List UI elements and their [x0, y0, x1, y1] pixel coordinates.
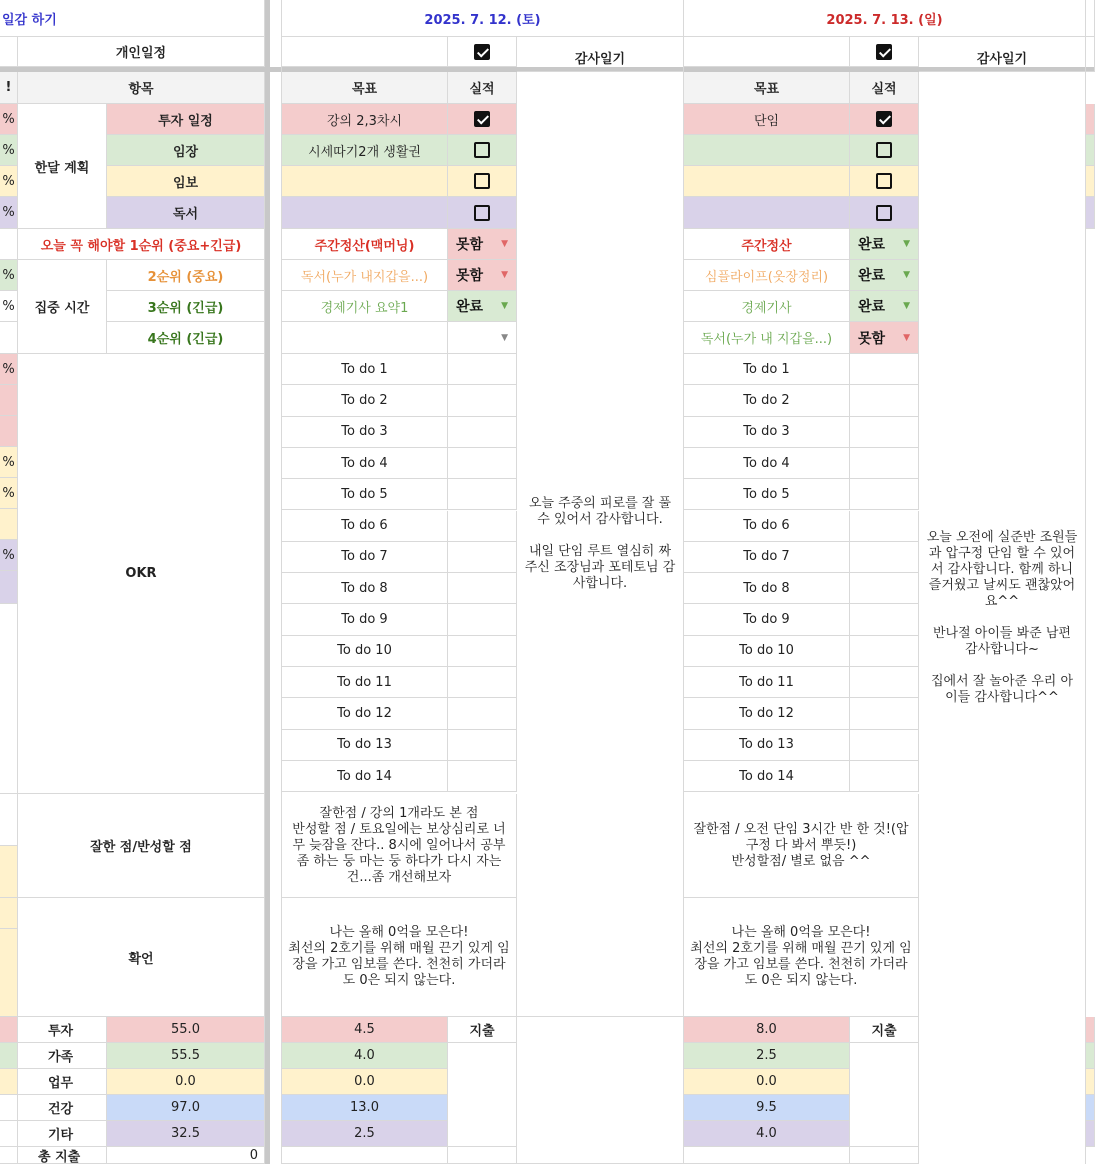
cell[interactable]: [1086, 1121, 1095, 1147]
todo-item[interactable]: To do 10: [282, 636, 448, 667]
cell[interactable]: [1086, 37, 1095, 72]
todo-item[interactable]: To do 2: [282, 385, 448, 416]
todo-item[interactable]: To do 7: [282, 542, 448, 573]
todo-item[interactable]: To do 12: [282, 698, 448, 729]
cell[interactable]: [0, 322, 18, 354]
cell[interactable]: [1086, 104, 1095, 135]
cell[interactable]: [0, 229, 18, 260]
edge-mark: %: [0, 291, 18, 322]
todo-result-cell[interactable]: [850, 354, 919, 385]
cell[interactable]: [0, 1121, 18, 1147]
status-dropdown[interactable]: [850, 260, 919, 291]
edge-mark: %: [0, 197, 18, 229]
expense-value[interactable]: 4.0: [684, 1121, 850, 1147]
cell[interactable]: [0, 37, 18, 67]
todo-result-cell[interactable]: [850, 636, 919, 667]
gratitude-header[interactable]: 감사일기: [919, 37, 1086, 72]
todo-result-cell[interactable]: [850, 542, 919, 573]
status-dropdown[interactable]: [448, 291, 517, 322]
edge-mark: %: [0, 478, 18, 509]
expense-value-work[interactable]: 0.0: [107, 1069, 265, 1095]
checkbox-unchecked-icon[interactable]: [474, 173, 490, 189]
expense-value-family[interactable]: 55.5: [107, 1043, 265, 1069]
gratitude-header[interactable]: 감사일기: [517, 37, 684, 72]
priority-task[interactable]: 경제기사: [684, 291, 850, 322]
todo-item[interactable]: To do 5: [684, 479, 850, 510]
expense-label-etc[interactable]: 기타: [18, 1121, 107, 1147]
todo-result-cell[interactable]: [448, 667, 517, 698]
good-bad-cell[interactable]: [684, 794, 919, 898]
expense-value-etc[interactable]: 32.5: [107, 1121, 265, 1147]
dropdown-arrow-icon[interactable]: ▼: [501, 301, 508, 311]
todo-result-cell[interactable]: [448, 417, 517, 448]
expense-label-work[interactable]: 업무: [18, 1069, 107, 1095]
priority-task[interactable]: 주간정산: [684, 229, 850, 260]
edge-mark: !: [0, 72, 18, 104]
goal-checkbox[interactable]: [448, 135, 517, 166]
todo-item[interactable]: To do 8: [684, 573, 850, 604]
expense-value[interactable]: 4.5: [282, 1017, 448, 1043]
cell[interactable]: [448, 1147, 517, 1164]
header-checkbox[interactable]: [448, 37, 517, 67]
todo-result-cell[interactable]: [448, 573, 517, 604]
cell[interactable]: [1086, 197, 1095, 229]
todo-result-cell[interactable]: [850, 761, 919, 792]
cell[interactable]: [0, 385, 18, 416]
expense-label-investment[interactable]: 투자: [18, 1017, 107, 1043]
todo-result-cell[interactable]: [850, 604, 919, 635]
todo-result-cell[interactable]: [850, 448, 919, 479]
cell[interactable]: [0, 898, 18, 929]
status-dropdown[interactable]: [850, 229, 919, 260]
cell[interactable]: [684, 1147, 850, 1164]
result-header[interactable]: 실적: [850, 72, 919, 104]
sheet-title-fragment: 일감 하기: [0, 0, 265, 37]
affirmation-text: 나는 올해 0억을 모은다! 최선의 2호기를 위해 매월 끈기 있게 임장을 가고 임보를 쓴다. 천천히 가더라도 0은 되지 않는다.: [288, 925, 510, 988]
cell[interactable]: [684, 37, 850, 67]
item-header[interactable]: 항목: [18, 72, 265, 104]
gratitude-journal[interactable]: [919, 72, 1086, 1164]
priority3-label[interactable]: 3순위 (긴급): [107, 291, 265, 322]
todo-result-cell[interactable]: [448, 730, 517, 761]
todo-item[interactable]: To do 12: [684, 698, 850, 729]
priority-task[interactable]: 주간정산(맥머닝): [282, 229, 448, 260]
cell[interactable]: [0, 604, 18, 794]
todo-result-cell[interactable]: [850, 698, 919, 729]
status-value: 못함: [456, 237, 484, 253]
cell[interactable]: [1086, 1069, 1095, 1095]
cell[interactable]: [0, 929, 18, 1017]
todo-item[interactable]: To do 11: [282, 667, 448, 698]
todo-item[interactable]: To do 13: [684, 730, 850, 761]
focus-time-label[interactable]: 집중 시간: [18, 260, 107, 354]
todo-result-cell[interactable]: [850, 730, 919, 761]
status-value: 완료: [858, 268, 886, 284]
goal-checkbox[interactable]: [850, 135, 919, 166]
total-expense-value[interactable]: 0: [107, 1147, 265, 1164]
todo-result-cell[interactable]: [850, 479, 919, 510]
todo-result-cell[interactable]: [448, 761, 517, 792]
todo-item[interactable]: To do 6: [684, 511, 850, 542]
priority2-label[interactable]: 2순위 (중요): [107, 260, 265, 291]
cell[interactable]: [448, 1043, 517, 1147]
checkbox-checked-icon[interactable]: [876, 111, 892, 127]
goal-checkbox[interactable]: [850, 166, 919, 197]
checkbox-unchecked-icon[interactable]: [474, 142, 490, 158]
expense-value[interactable]: 4.0: [282, 1043, 448, 1069]
expense-value-investment[interactable]: 55.0: [107, 1017, 265, 1043]
personal-schedule-header[interactable]: 개인일정: [18, 37, 265, 67]
todo-item[interactable]: To do 1: [684, 354, 850, 385]
todo-result-cell[interactable]: [448, 542, 517, 573]
todo-item[interactable]: To do 10: [684, 636, 850, 667]
cell[interactable]: [0, 1147, 18, 1164]
expense-value[interactable]: 0.0: [282, 1069, 448, 1095]
todo-item[interactable]: To do 14: [684, 761, 850, 792]
plan-item-imjang[interactable]: 임장: [107, 135, 265, 166]
todo-item[interactable]: To do 6: [282, 511, 448, 542]
todo-item[interactable]: To do 3: [684, 417, 850, 448]
affirmation-label[interactable]: 확언: [18, 898, 265, 1017]
cell[interactable]: [282, 37, 448, 67]
priority4-label[interactable]: 4순위 (긴급): [107, 322, 265, 354]
expense-value[interactable]: 2.5: [684, 1043, 850, 1069]
checkbox-unchecked-icon[interactable]: [876, 173, 892, 189]
good-bad-text: 잘한점 / 오전 단임 3시간 반 한 것!(압구정 다 봐서 뿌듯!) 반성할점/ 별로 없음 ^^: [693, 821, 909, 869]
dropdown-arrow-icon[interactable]: ▼: [903, 239, 910, 249]
todo-result-cell[interactable]: [448, 479, 517, 510]
total-expense-label[interactable]: 총 지출: [18, 1147, 107, 1164]
expense-value[interactable]: 0.0: [684, 1069, 850, 1095]
status-dropdown[interactable]: [850, 291, 919, 322]
status-dropdown[interactable]: [448, 229, 517, 260]
todo-result-cell[interactable]: [850, 417, 919, 448]
monthly-plan-label[interactable]: 한달 계획: [18, 104, 107, 229]
status-value: 완료: [456, 299, 484, 315]
priority-task[interactable]: 독서(누가 내지갑을...): [282, 260, 448, 291]
todo-item[interactable]: To do 3: [282, 417, 448, 448]
todo-item[interactable]: To do 7: [684, 542, 850, 573]
cell[interactable]: [1086, 0, 1095, 37]
checkbox-unchecked-icon[interactable]: [474, 205, 490, 221]
status-dropdown[interactable]: [448, 322, 517, 354]
goal-cell[interactable]: 단임: [684, 104, 850, 135]
goal-header[interactable]: 목표: [684, 72, 850, 104]
spacer-column: [270, 0, 282, 1164]
okr-label[interactable]: OKR: [18, 354, 265, 794]
todo-item[interactable]: To do 14: [282, 761, 448, 792]
goal-checkbox[interactable]: [850, 197, 919, 229]
goal-cell[interactable]: 시세따기2개 생활권: [282, 135, 448, 166]
cell[interactable]: [850, 1147, 919, 1164]
todo-result-cell[interactable]: [448, 698, 517, 729]
todo-item[interactable]: To do 5: [282, 479, 448, 510]
gratitude-text: 오늘 오전에 실준반 조원들과 압구정 단임 할 수 있어서 감사합니다. 함께 하니 즐거웠고 날씨도 괜찮았어요^^ 반나절 아이들 봐준 남편 감사합니다~ 집에서 잘 놀아준 우리 아이들 감사합니다^^: [926, 530, 1078, 705]
date-header-sun[interactable]: 2025. 7. 13. (일): [684, 0, 1086, 37]
goal-checkbox[interactable]: [850, 104, 919, 135]
cell[interactable]: [1086, 166, 1095, 197]
todo-result-cell[interactable]: [448, 354, 517, 385]
checkbox-unchecked-icon[interactable]: [876, 142, 892, 158]
cell[interactable]: [0, 1069, 18, 1095]
checkbox-unchecked-icon[interactable]: [876, 205, 892, 221]
expense-value-health[interactable]: 97.0: [107, 1095, 265, 1121]
dropdown-arrow-icon[interactable]: ▼: [501, 270, 508, 280]
cell[interactable]: [1086, 1043, 1095, 1069]
dropdown-arrow-icon[interactable]: ▼: [903, 332, 910, 343]
priority-task[interactable]: 독서(누가 내 지갑을...): [684, 322, 850, 354]
expense-label-family[interactable]: 가족: [18, 1043, 107, 1069]
priority-task[interactable]: 경제기사 요약1: [282, 291, 448, 322]
gratitude-journal[interactable]: [517, 72, 684, 1017]
affirmation-text: 나는 올해 0억을 모은다! 최선의 2호기를 위해 매월 끈기 있게 임장을 가고 임보를 쓴다. 천천히 가더라도 0은 되지 않는다.: [690, 925, 912, 988]
todo-result-cell[interactable]: [448, 448, 517, 479]
cell[interactable]: [517, 1017, 684, 1164]
cell[interactable]: [1086, 1095, 1095, 1121]
todo-result-cell[interactable]: [850, 385, 919, 416]
edge-mark: %: [0, 354, 18, 385]
expense-value[interactable]: 9.5: [684, 1095, 850, 1121]
todo-item[interactable]: To do 1: [282, 354, 448, 385]
edge-mark: %: [0, 166, 18, 197]
good-bad-text: 잘한점 / 강의 1개라도 본 점 반성할 점 / 토요일에는 보상심리로 너무 늦잠을 잔다.. 8시에 일어나서 공부 좀 하는 둥 마는 둥 하다가 다시 자는건...좀 개선해보자: [292, 805, 506, 885]
todo-result-cell[interactable]: [850, 511, 919, 542]
checkbox-checked-icon[interactable]: [876, 44, 892, 60]
dropdown-arrow-icon[interactable]: ▼: [501, 239, 508, 249]
goal-checkbox[interactable]: [448, 166, 517, 197]
goal-cell[interactable]: 강의 2,3차시: [282, 104, 448, 135]
cell[interactable]: [0, 1017, 18, 1043]
expense-label[interactable]: 지출: [448, 1017, 517, 1043]
plan-item-investment[interactable]: 투자 일정: [107, 104, 265, 135]
edge-mark: %: [0, 104, 18, 135]
status-value: 못함: [456, 268, 484, 284]
expense-label-health[interactable]: 건강: [18, 1095, 107, 1121]
header-checkbox[interactable]: [850, 37, 919, 67]
todo-item[interactable]: To do 8: [282, 573, 448, 604]
cell[interactable]: [0, 794, 18, 846]
status-value: 완료: [858, 299, 886, 315]
cell[interactable]: [0, 509, 18, 540]
cell[interactable]: [0, 846, 18, 898]
edge-mark: %: [0, 447, 18, 478]
todo-result-cell[interactable]: [448, 636, 517, 667]
checkbox-checked-icon[interactable]: [474, 44, 490, 60]
todo-result-cell[interactable]: [850, 573, 919, 604]
expense-value[interactable]: 8.0: [684, 1017, 850, 1043]
priority1-label[interactable]: 오늘 꼭 해야할 1순위 (중요+긴급): [18, 229, 265, 260]
plan-item-imbo[interactable]: 임보: [107, 166, 265, 197]
plan-item-reading[interactable]: 독서: [107, 197, 265, 229]
edge-mark: %: [0, 540, 18, 571]
affirmation-cell[interactable]: [282, 898, 517, 1017]
status-dropdown[interactable]: [850, 322, 919, 354]
goal-cell[interactable]: [684, 135, 850, 166]
goal-cell[interactable]: [684, 197, 850, 229]
cell[interactable]: [0, 571, 18, 604]
goal-checkbox[interactable]: [448, 104, 517, 135]
todo-result-cell[interactable]: [448, 385, 517, 416]
cell[interactable]: [850, 1043, 919, 1147]
goal-header[interactable]: 목표: [282, 72, 448, 104]
todo-item[interactable]: To do 9: [684, 604, 850, 635]
dropdown-arrow-icon[interactable]: ▼: [903, 270, 910, 280]
goal-cell[interactable]: [684, 166, 850, 197]
cell[interactable]: [0, 416, 18, 447]
good-bad-label[interactable]: 잘한 점/반성할 점: [18, 794, 265, 898]
todo-item[interactable]: To do 13: [282, 730, 448, 761]
todo-item[interactable]: To do 2: [684, 385, 850, 416]
todo-item[interactable]: To do 4: [282, 448, 448, 479]
expense-value[interactable]: 2.5: [282, 1121, 448, 1147]
status-dropdown[interactable]: [448, 260, 517, 291]
todo-item[interactable]: To do 4: [684, 448, 850, 479]
priority-task[interactable]: 심플라이프(옷장정리): [684, 260, 850, 291]
todo-item[interactable]: To do 11: [684, 667, 850, 698]
expense-value[interactable]: 13.0: [282, 1095, 448, 1121]
todo-result-cell[interactable]: [850, 667, 919, 698]
cell[interactable]: [0, 1043, 18, 1069]
cell[interactable]: [282, 1147, 448, 1164]
cell[interactable]: [1086, 1017, 1095, 1043]
gratitude-text: 오늘 주중의 피로를 잘 풀 수 있어서 감사합니다. 내일 단임 루트 열심히 짜주신 조장님과 포테토님 감사합니다.: [524, 496, 676, 591]
expense-label[interactable]: 지출: [850, 1017, 919, 1043]
todo-item[interactable]: To do 9: [282, 604, 448, 635]
goal-cell[interactable]: [282, 166, 448, 197]
checkbox-checked-icon[interactable]: [474, 111, 490, 127]
status-value: 못함: [858, 330, 886, 347]
priority-task[interactable]: [282, 322, 448, 354]
cell[interactable]: [0, 1095, 18, 1121]
edge-mark: %: [0, 135, 18, 166]
cell[interactable]: [1086, 135, 1095, 166]
goal-checkbox[interactable]: [448, 197, 517, 229]
dropdown-arrow-icon[interactable]: ▼: [903, 301, 910, 311]
result-header[interactable]: 실적: [448, 72, 517, 104]
todo-result-cell[interactable]: [448, 604, 517, 635]
date-header-sat[interactable]: 2025. 7. 12. (토): [282, 0, 684, 37]
goal-cell[interactable]: [282, 197, 448, 229]
good-bad-cell[interactable]: [282, 794, 517, 898]
dropdown-arrow-icon[interactable]: ▼: [501, 332, 508, 343]
status-value: 완료: [858, 237, 886, 253]
edge-mark: %: [0, 260, 18, 291]
todo-result-cell[interactable]: [448, 511, 517, 542]
affirmation-cell[interactable]: [684, 898, 919, 1017]
